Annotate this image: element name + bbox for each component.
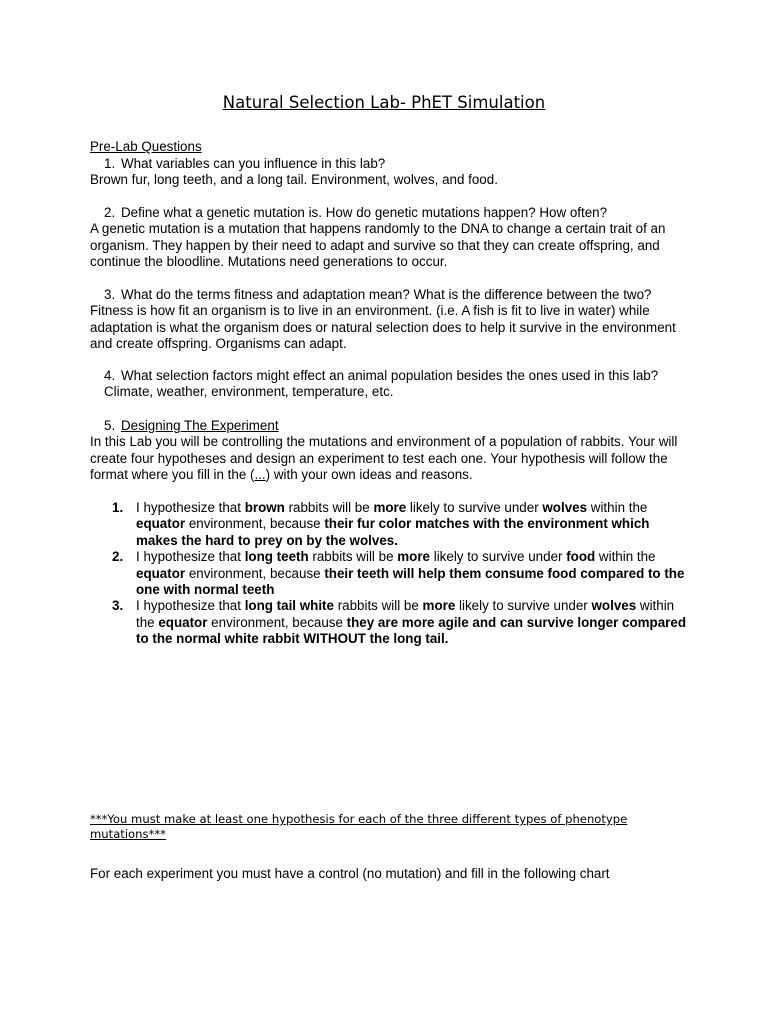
hypothesis-1-more: more bbox=[373, 500, 407, 515]
hypothesis-3-more: more bbox=[422, 598, 456, 614]
hypothesis-3-text-d: within the bbox=[136, 598, 675, 630]
hypothesis-2-text-b: rabbits will be bbox=[308, 549, 398, 565]
hypothesis-2-trait: long teeth bbox=[244, 549, 309, 565]
page-title: Natural Selection Lab- PhET Simulation bbox=[222, 93, 546, 112]
hypothesis-2-text-d: within the bbox=[595, 549, 656, 565]
question-4-text: What selection factors might effect an animal population besides the ones used in this lab? bbox=[121, 368, 659, 383]
prelab-heading-text: Pre-Lab Questions bbox=[90, 139, 202, 154]
answer-3: Fitness is how fit an organism is to live in an environment. (i.e. A fish is fit to live in water) while adaptation is what the organism does or natural selection does to help it survive in the environment and create offspring. Organisms can adapt. bbox=[90, 303, 676, 352]
hypothesis-3 bbox=[90, 598, 690, 647]
question-5-number: 5. bbox=[104, 418, 116, 433]
hypothesis-1-trait: brown bbox=[244, 500, 285, 515]
hypothesis-2 bbox=[90, 549, 690, 598]
question-1-block bbox=[90, 156, 690, 189]
experiment-intro bbox=[90, 434, 690, 483]
question-2-number: 2. bbox=[104, 205, 116, 220]
question-4-block bbox=[90, 368, 690, 401]
hypothesis-3-text-e: environment, because bbox=[207, 614, 347, 630]
hypothesis-3-text-b: rabbits will be bbox=[333, 598, 423, 614]
hypothesis-3-text-c: likely to survive under bbox=[455, 598, 592, 614]
question-3-number: 3. bbox=[104, 287, 116, 302]
hypothesis-2-number: 2. bbox=[112, 549, 124, 565]
hypothesis-2-text-a: I hypothesize that bbox=[136, 549, 245, 565]
hypothesis-2-reason: their teeth will help them consume food compared to the one with normal teeth bbox=[136, 565, 685, 598]
hypothesis-3-text-a: I hypothesize that bbox=[136, 598, 245, 614]
answer-2: A genetic mutation is a mutation that happens randomly to the DNA to change a certain trait of an organism. They happen by their need to adapt and survive so that they can create offspring, and continue the bloodline. Mutations need generations to occur. bbox=[90, 221, 666, 270]
hypothesis-1 bbox=[90, 500, 690, 549]
hypothesis-1-number: 1. bbox=[112, 500, 124, 515]
hypothesis-1-text-e: environment, because bbox=[185, 516, 325, 532]
hypothesis-3-number: 3. bbox=[112, 598, 124, 614]
question-5 bbox=[90, 418, 690, 434]
hypothesis-3-trait: long tail white bbox=[244, 598, 334, 614]
question-4-number: 4. bbox=[104, 368, 116, 383]
hypothesis-2-factor: food bbox=[566, 549, 596, 565]
intro-blank: ... bbox=[254, 467, 266, 483]
question-1 bbox=[90, 156, 690, 172]
hypothesis-1-text-b: rabbits will be bbox=[284, 500, 374, 515]
question-2 bbox=[90, 205, 690, 221]
intro-after: ) with your own ideas and reasons. bbox=[265, 467, 473, 483]
hypothesis-1-factor: wolves bbox=[542, 500, 588, 515]
hypothesis-3-environment: equator bbox=[158, 614, 208, 630]
prelab-heading bbox=[90, 139, 690, 155]
hypothesis-1-environment: equator bbox=[136, 516, 186, 532]
question-5-heading: Designing The Experiment bbox=[121, 418, 279, 433]
question-4 bbox=[90, 368, 690, 384]
hypothesis-2-more: more bbox=[397, 549, 430, 565]
hypothesis-list bbox=[90, 500, 690, 648]
question-1-number: 1. bbox=[104, 156, 116, 171]
hypothesis-2-text-c: likely to survive under bbox=[430, 549, 567, 565]
question-3-text: What do the terms fitness and adaptation mean? What is the difference between the two? bbox=[121, 287, 652, 302]
hypothesis-1-text-d: within the bbox=[587, 500, 648, 515]
hypothesis-3-factor: wolves bbox=[591, 598, 637, 614]
hypothesis-1-text-c: likely to survive under bbox=[406, 500, 543, 515]
hypothesis-3-reason: they are more agile and can survive longer compared to the normal white rabbit WITHOUT the long tail. bbox=[136, 614, 687, 647]
hypothesis-2-environment: equator bbox=[136, 565, 186, 581]
question-5-block bbox=[90, 418, 690, 484]
intro-before: In this Lab you will be controlling the mutations and environment of a population of rabbits. Your will create four hypotheses and design an experiment to test each one. Your hypothesis will follow the format where you fill in the ( bbox=[90, 434, 678, 483]
hypothesis-2-text-e: environment, because bbox=[185, 565, 325, 581]
answer-1: Brown fur, long teeth, and a long tail. Environment, wolves, and food. bbox=[90, 172, 498, 188]
question-3 bbox=[90, 287, 690, 303]
question-3-block bbox=[90, 287, 690, 353]
answer-4: Climate, weather, environment, temperature, etc. bbox=[104, 384, 394, 400]
question-2-block bbox=[90, 205, 690, 271]
hypothesis-requirement-note: ***You must make at least one hypothesis for each of the three different types of phenotype mutations*** bbox=[90, 812, 628, 841]
hypothesis-1-text-a: I hypothesize that bbox=[136, 500, 245, 515]
chart-instruction: For each experiment you must have a control (no mutation) and fill in the following chart bbox=[90, 866, 610, 881]
question-1-text: What variables can you influence in this lab? bbox=[121, 156, 386, 171]
hypothesis-1-reason: their fur color matches with the environment which makes the hard to prey on by the wolves. bbox=[136, 516, 650, 548]
question-2-text: Define what a genetic mutation is. How do genetic mutations happen? How often? bbox=[121, 205, 608, 220]
